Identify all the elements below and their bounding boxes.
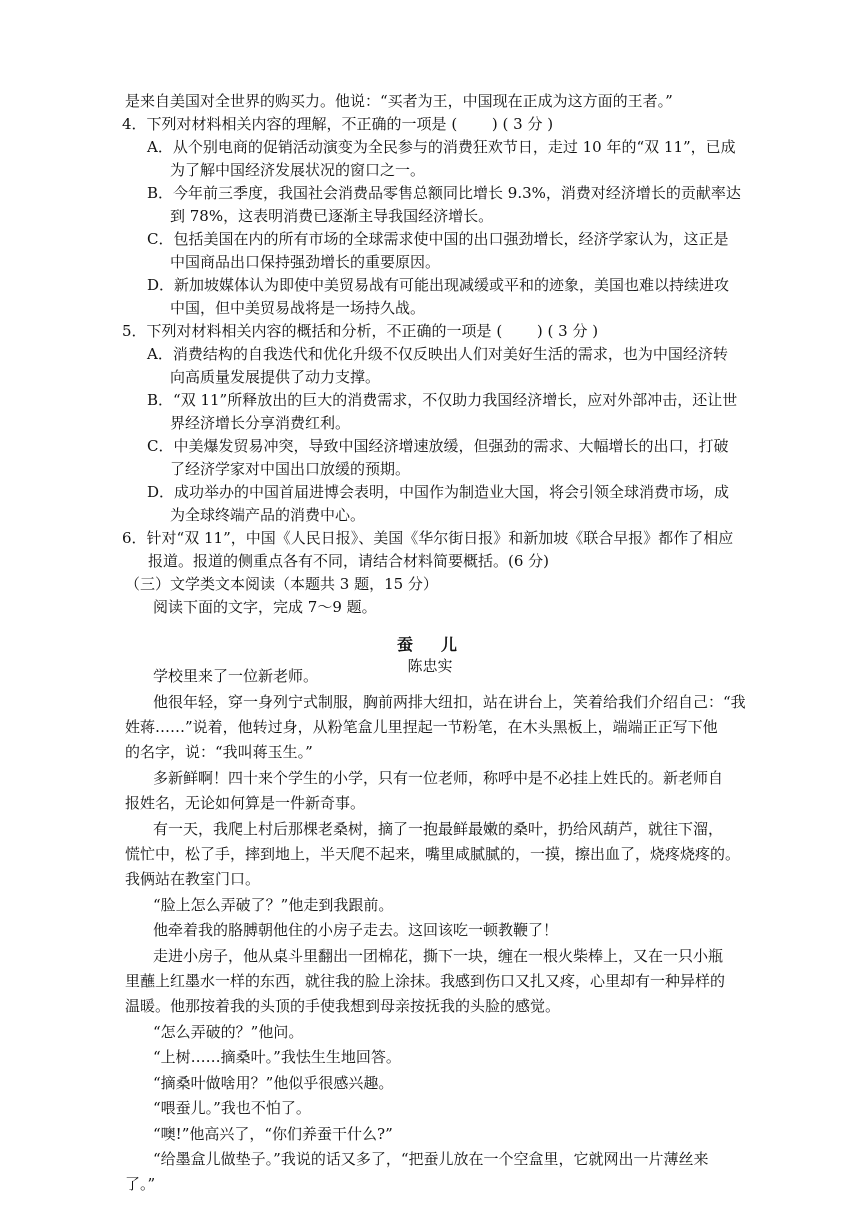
text-line: “摘桑叶做啥用？”他似乎很感兴趣。 (153, 1074, 394, 1092)
text-line: 是来自美国对全世界的购买力。他说：“买者为王，中国现在正成为这方面的王者。” (125, 92, 673, 110)
text-line: 温暖。他那按着我的头顶的手使我想到母亲按抚我的头脸的感觉。 (125, 997, 561, 1015)
text-line: 到 78%，这表明消费已逐渐主导我国经济增长。 (170, 207, 494, 225)
text-line: 他很年轻，穿一身列宁式制服，胸前两排大纽扣，站在讲台上，笑着给我们介绍自己：“我 (153, 693, 746, 711)
text-line: 了。” (125, 1175, 156, 1193)
text-line: D．新加坡媒体认为即使中美贸易战有可能出现减缓或平和的迹象，美国也难以持续进攻 (147, 276, 730, 294)
text-line: 阅读下面的文字，完成 7～9 题。 (153, 598, 377, 616)
text-line: 界经济增长分享消费红利。 (170, 414, 351, 432)
text-line: （三）文学类文本阅读（本题共 3 题，15 分） (125, 575, 438, 593)
text-line: 多新鲜啊！四十来个学生的小学，只有一位老师，称呼中是不必挂上姓氏的。新老师自 (153, 769, 724, 787)
text-line: 里蘸上红墨水一样的东西，就往我的脸上涂抹。我感到伤口又扎又疼，心里却有一种异样的 (125, 972, 726, 990)
text-line: 5．下列对材料相关内容的概括和分析，不正确的一项是 ( ) ( 3 分 ) (122, 322, 599, 340)
text-line: 我俩站在教室门口。 (125, 870, 261, 888)
text-line: 了经济学家对中国出口放缓的预期。 (170, 460, 411, 478)
text-line: 中国商品出口保持强劲增长的重要原因。 (170, 253, 441, 271)
text-line: 为全球终端产品的消费中心。 (170, 506, 366, 524)
text-line: 的名字，说：“我叫蒋玉生。” (125, 743, 313, 761)
text-line: 姓蒋……”说着，他转过身，从粉笔盒儿里捏起一节粉笔，在木头黑板上，端端正正写下他 (125, 718, 718, 736)
text-line: 走进小房子，他从桌斗里翻出一团棉花，撕下一块，缠在一根火柴棒上，又在一只小瓶 (153, 947, 724, 965)
text-line: “怎么弄破的？”他问。 (153, 1023, 304, 1041)
text-line: 4．下列对材料相关内容的理解，不正确的一项是 ( ) ( 3 分 ) (122, 115, 554, 133)
text-line: 6．针对“双 11”，中国《人民日报》、美国《华尔街日报》和新加坡《联合早报》都作了相应 (122, 529, 734, 547)
text-line: C．包括美国在内的所有市场的全球需求使中国的出口强劲增长，经济学家认为，这正是 (147, 230, 729, 248)
text-line: D．成功举办的中国首届进博会表明，中国作为制造业大国，将会引领全球消费市场，成 (147, 483, 730, 501)
text-line: 他牵着我的胳膊朝他住的小房子走去。这回该吃一顿教鞭了！ (153, 921, 559, 939)
text-line: “喂蚕儿。”我也不怕了。 (153, 1099, 311, 1117)
text-line: 报姓名，无论如何算是一件新奇事。 (125, 794, 366, 812)
text-line: “脸上怎么弄破了？”他走到我跟前。 (153, 896, 394, 914)
story-author: 陈忠实 (407, 657, 453, 675)
text-line: B．“双 11”所释放出的巨大的消费需求，不仅助力我国经济增长，应对外部冲击，还让世 (147, 391, 738, 409)
text-line: “给墨盒儿做垫子。”我说的话又多了，“把蚕儿放在一个空盒里，它就网出一片薄丝来 (153, 1150, 709, 1168)
story-title: 蚕 儿 (396, 635, 463, 654)
text-line: C．中美爆发贸易冲突，导致中国经济增速放缓，但强劲的需求、大幅增长的出口，打破 (147, 437, 729, 455)
text-line: 有一天，我爬上村后那棵老桑树，摘了一抱最鲜最嫩的桑叶，扔给风葫芦，就往下溜， (153, 820, 724, 838)
text-line: 为了解中国经济发展状况的窗口之一。 (170, 161, 426, 179)
text-line: B．今年前三季度，我国社会消费品零售总额同比增长 9.3%，消费对经济增长的贡献率达 (147, 184, 741, 202)
text-line: “噢!”他高兴了，“你们养蚕干什么?” (153, 1125, 393, 1143)
text-line: 中国，但中美贸易战将是一场持久战。 (170, 299, 426, 317)
text-line: A．从个别电商的促销活动演变为全民参与的消费狂欢节日，走过 10 年的“双 11”，已成 (147, 138, 736, 156)
text-line: “上树……摘桑叶。”我怯生生地回答。 (153, 1048, 401, 1066)
text-line: 学校里来了一位新老师。 (153, 667, 319, 685)
text-line: A．消费结构的自我迭代和优化升级不仅反映出人们对美好生活的需求，也为中国经济转 (147, 345, 728, 363)
text-line: 向高质量发展提供了动力支撑。 (170, 368, 381, 386)
text-line: 报道。报道的侧重点各有不同，请结合材料简要概括。(6 分) (148, 552, 550, 570)
text-line: 慌忙中，松了手，摔到地上，半天爬不起来，嘴里咸腻腻的，一摸，擦出血了，烧疼烧疼的。 (125, 845, 741, 863)
